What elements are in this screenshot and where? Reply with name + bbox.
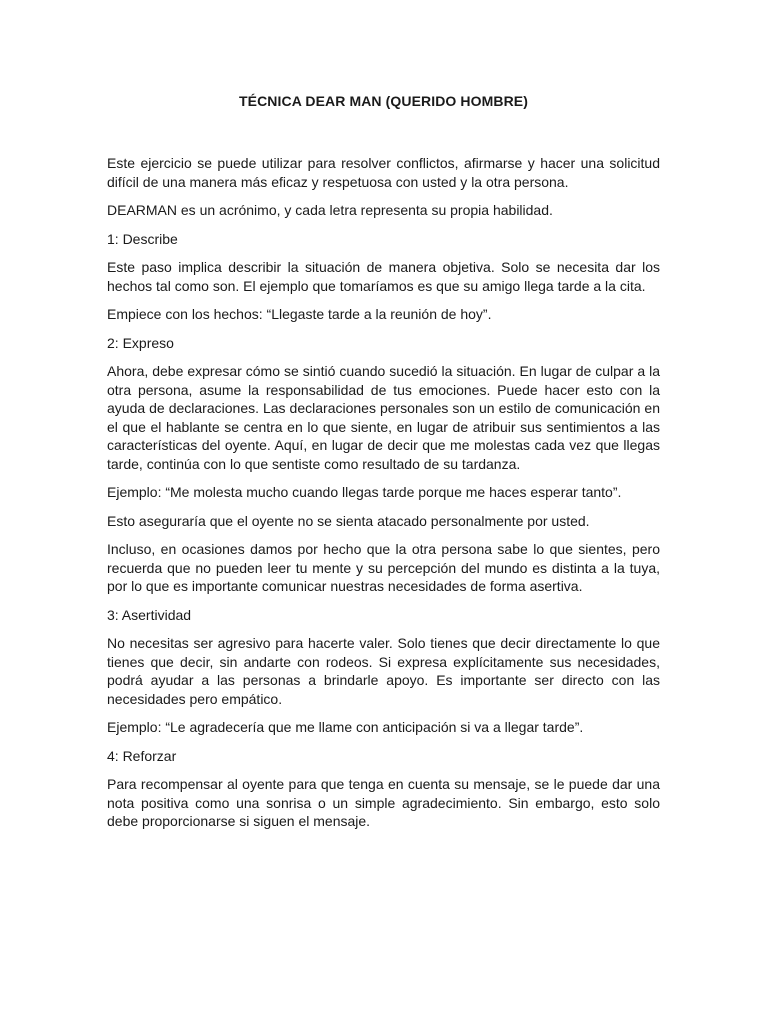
- asertividad-paragraph-1: No necesitas ser agresivo para hacerte valer. Solo tienes que decir directamente lo que tienes que decir, sin andarte con rodeos. Si expresa explícitamente sus necesidades, podrá ayudar a las personas a brindarle apoyo. Es importante ser directo con las necesidades pero empático.: [107, 635, 660, 707]
- expreso-paragraph-3: Esto aseguraría que el oyente no se sienta atacado personalmente por usted.: [107, 512, 590, 529]
- document-title: TÉCNICA DEAR MAN (QUERIDO HOMBRE): [239, 93, 528, 109]
- section-heading-reforzar: 4: Reforzar: [107, 747, 177, 764]
- asertividad-paragraph-2: Ejemplo: “Le agradecería que me llame con anticipación si va a llegar tarde”.: [107, 719, 584, 735]
- section-heading-expreso: 2: Expreso: [107, 334, 174, 351]
- expreso-paragraph-4: Incluso, en ocasiones damos por hecho que la otra persona sabe lo que sientes, pero recuerda que no pueden leer tu mente y su percepción del mundo es distinta a la tuya, por lo que es importante comunicar nuestras necesidades de forma asertiva.: [107, 541, 660, 594]
- section-heading-describe: 1: Describe: [107, 230, 178, 247]
- intro-paragraph: Este ejercicio se puede utilizar para resolver conflictos, afirmarse y hacer una solicitud difícil de una manera más eficaz y respetuosa con usted y la otra persona.: [107, 155, 660, 190]
- acronym-paragraph: DEARMAN es un acrónimo, y cada letra representa su propia habilidad.: [107, 202, 553, 218]
- reforzar-paragraph-1: Para recompensar al oyente para que tenga en cuenta su mensaje, se le puede dar una nota positiva como una sonrisa o un simple agradecimiento. Sin embargo, esto solo debe proporcionarse si siguen el mensaje.: [107, 776, 660, 829]
- section-heading-asertividad: 3: Asertividad: [107, 606, 192, 623]
- expreso-paragraph-1: Ahora, debe expresar cómo se sintió cuando sucedió la situación. En lugar de culpar a la otra persona, asume la responsabilidad de tus emociones. Puede hacer esto con la ayuda de declaraciones. Las declaraciones personales son un estilo de comunicación en el que el hablante se centra en lo que siente, en lugar de atribuir sus sentimientos a las características del oyente. Aquí, en lugar de decir que me molestas cada vez que llegas tarde, continúa con lo que sentiste como resultado de su tardanza.: [107, 363, 660, 472]
- document-page: [107, 93, 660, 841]
- describe-paragraph-2: Empiece con los hechos: “Llegaste tarde a la reunión de hoy”.: [107, 306, 492, 322]
- expreso-paragraph-2: Ejemplo: “Me molesta mucho cuando llegas tarde porque me haces esperar tanto”.: [107, 484, 622, 500]
- describe-paragraph-1: Este paso implica describir la situación de manera objetiva. Solo se necesita dar los hechos tal como son. El ejemplo que tomaríamos es que su amigo llega tarde a la cita.: [107, 259, 660, 294]
